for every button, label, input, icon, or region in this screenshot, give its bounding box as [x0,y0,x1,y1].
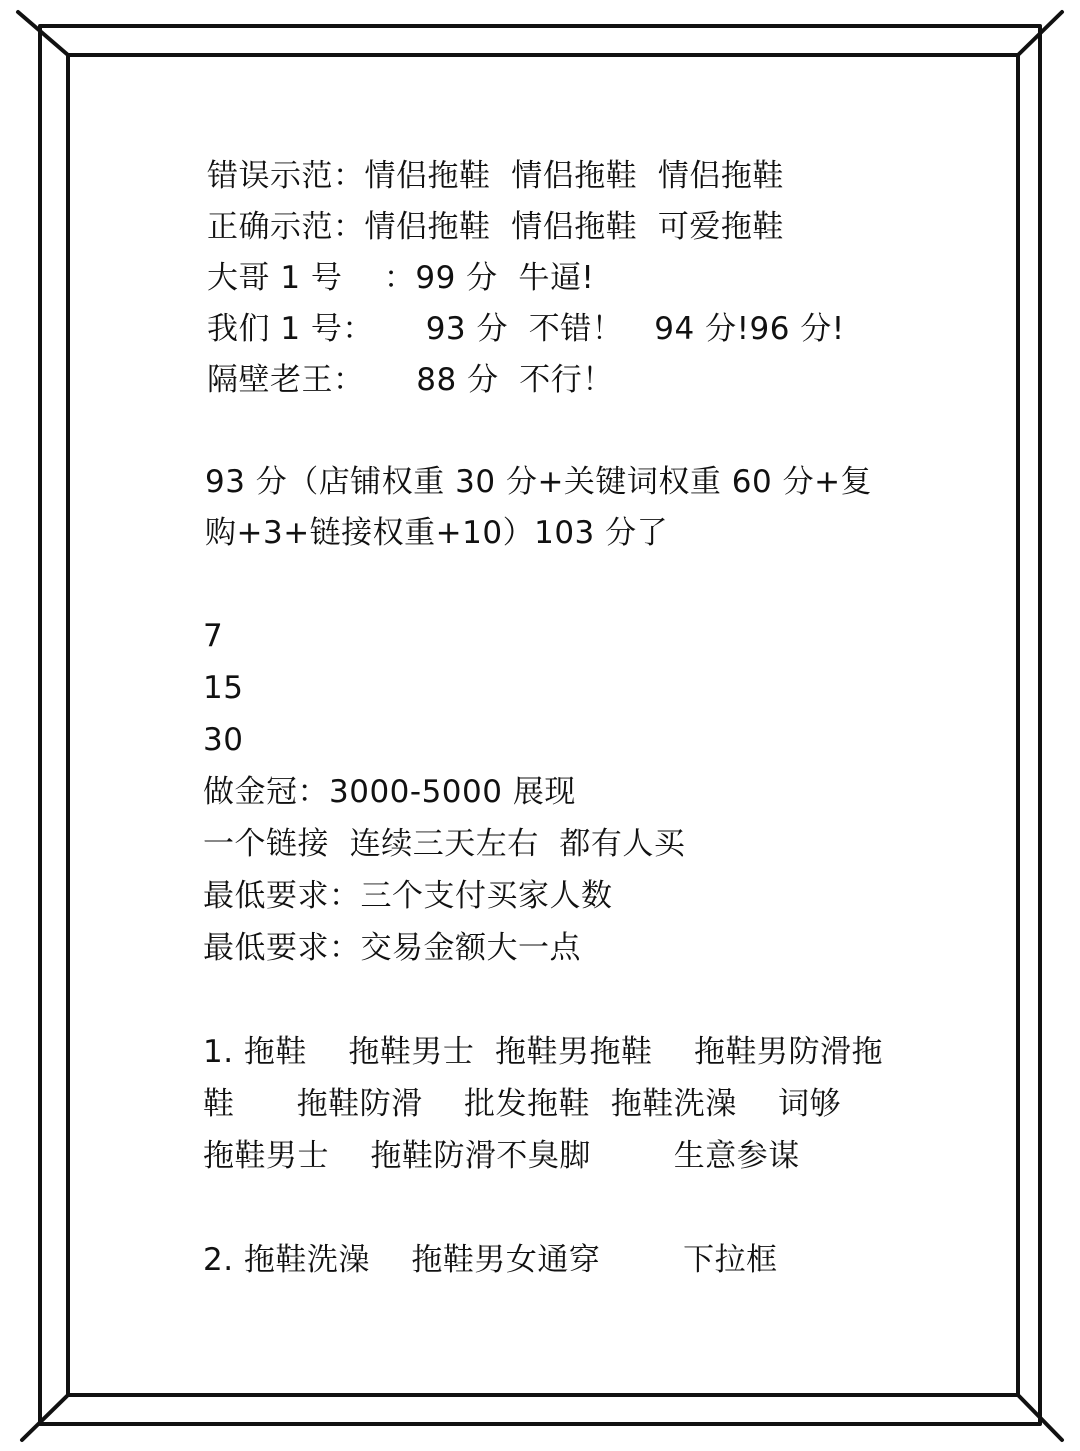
text-line: 7 [203,618,224,654]
text-line: 最低要求：交易金额大一点 [203,930,581,966]
text-line: 拖鞋男士 拖鞋防滑不臭脚 生意参谋 [203,1138,800,1174]
text-line: 最低要求：三个支付买家人数 [203,878,613,914]
text-line: 错误示范：情侣拖鞋 情侣拖鞋 情侣拖鞋 [207,158,784,194]
text-line: 2. 拖鞋洗澡 拖鞋男女通穿 下拉框 [203,1242,778,1278]
text-line: 购+3+链接权重+10）103 分了 [205,515,669,551]
text-line: 我们 1 号： 93 分 不错！ 94 分!96 分! [207,311,845,347]
text-line: 鞋 拖鞋防滑 批发拖鞋 拖鞋洗澡 词够 [203,1086,842,1122]
text-line: 一个链接 连续三天左右 都有人买 [203,826,686,862]
text-line: 正确示范：情侣拖鞋 情侣拖鞋 可爱拖鞋 [207,209,784,245]
text-line: 1. 拖鞋 拖鞋男士 拖鞋男拖鞋 拖鞋男防滑拖 [203,1034,883,1070]
text-line: 15 [203,670,244,706]
text-line: 隔壁老王： 88 分 不行！ [207,362,614,398]
text-line: 大哥 1 号 ：99 分 牛逼! [207,260,595,296]
text-line: 30 [203,722,244,758]
text-line: 93 分（店铺权重 30 分+关键词权重 60 分+复 [205,464,873,500]
text-line: 做金冠：3000-5000 展现 [203,774,576,810]
